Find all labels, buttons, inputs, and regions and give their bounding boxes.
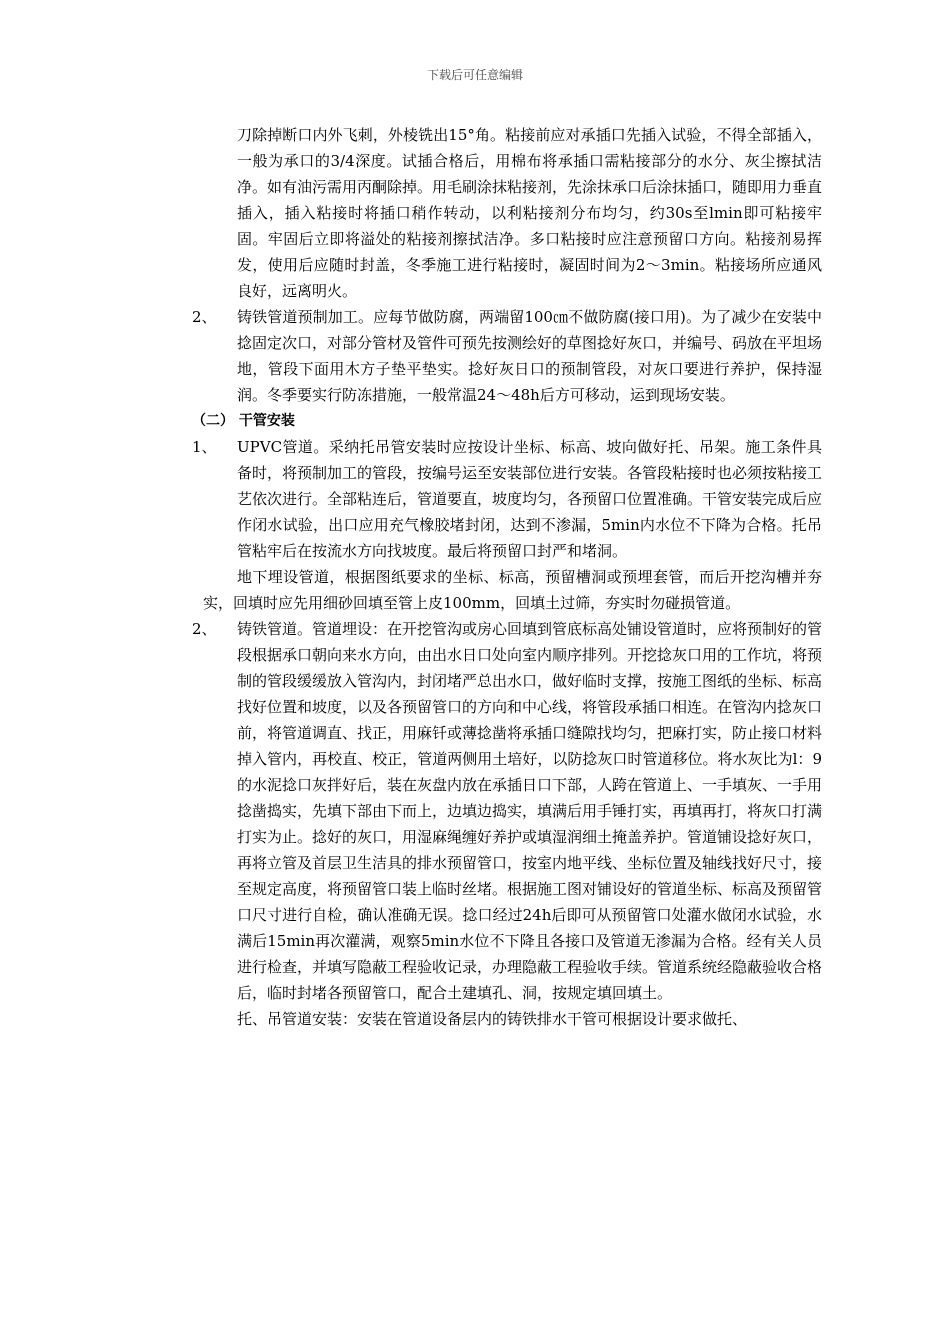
document-body: [192, 122, 822, 1032]
list-item-text: UPVC管道。采纳托吊管安装时应按设计坐标、标高、坡向做好托、吊架。施工条件具备时，将预制加工的管段，按编号运至安装部位进行安装。各管段粘接时也必须按粘接工艺依次进行。全部粘连后，管道要直，坡度均匀，各预留口位置准确。干管安装完成后应作闭水试验，出口应用充气橡胶堵封闭，达到不渗漏，5min内水位不下降为合格。托吊管粘牢后在按流水方向找坡度。最后将预留口封严和堵洞。: [237, 438, 823, 560]
list-item-2-cast-iron-prefab: [192, 304, 822, 408]
paragraph-continuation: 刀除掉断口内外飞刺，外棱铣出15°角。粘接前应对承插口先插入试验，不得全部插入，一般为承口的3/4深度。试插合格后，用棉布将承插口需粘接部分的水分、灰尘擦拭洁净。如有油污需用丙酮除掉。用毛刷涂抹粘接剂，先涂抹承口后涂抹插口，随即用力垂直插入，插入粘接时将插口稍作转动，以利粘接剂分布均匀，约30s至lmin即可粘接牢固。牢固后立即将溢处的粘接剂擦拭洁净。多口粘接时应注意预留口方向。粘接剂易挥发，使用后应随时封盖，冬季施工进行粘接时，凝固时间为2～3min。粘接场所应通风良好，远离明火。: [237, 126, 823, 300]
list-number: 2、: [192, 620, 217, 638]
list-item-2-cast-iron-pipe: [192, 616, 822, 1006]
page-header: 下载后可任意编辑: [426, 68, 523, 82]
paragraph-underground: 地下埋设管道，根据图纸要求的坐标、标高，预留槽洞或预埋套管，而后开挖沟槽并夯实，回填时应先用细砂回填至管上皮100mm，回填土过筛，夯实时勿碰损管道。: [203, 568, 822, 612]
list-item-text: 铸铁管道预制加工。应每节做防腐，两端留100㎝不做防腐(接口用)。为了减少在安装中捻固定次口，对部分管材及管件可预先按测绘好的草图捻好灰口，并编号、码放在平坦场地，管段下面用木方子垫平垫实。捻好灰日口的预制管段，对灰口要进行养护，保持湿润。冬季要实行防冻措施，一般常温24～48h后方可移动，运到现场安装。: [237, 308, 823, 404]
list-number: 2、: [192, 308, 217, 326]
paragraph-hanger-install: 托、吊管道安装：安装在管道设备层内的铸铁排水干管可根据设计要求做托、: [237, 1010, 748, 1028]
list-item-text: 铸铁管道。管道埋设：在开挖管沟或房心回填到管底标高处铺设管道时，应将预制好的管段根据承口朝向来水方向，由出水日口处向室内顺序排列。开挖捻灰口用的工作坑，将预制的管段缓缓放入管沟内，封闭堵严总出水口，做好临时支撑，按施工图纸的坐标、标高找好位置和坡度，以及各预留管口的方向和中心线，将管段承插口相连。在管沟内捻灰口前，将管道调直、找正，用麻钎或薄捻凿将承插口缝隙找均匀，把麻打实，防止接口材料掉入管内，再校直、校正，管道两侧用土培好，以防捻灰口时管道移位。将水灰比为l：9的水泥捻口灰拌好后，装在灰盘内放在承插日口下部，人跨在管道上、一手填灰、一手用捻凿捣实，先填下部由下而上，边填边捣实，填满后用手锤打实，再填再打，将灰口打满打实为止。捻好的灰口，用湿麻绳缠好养护或填湿润细土掩盖养护。管道铺设捻好灰口，再将立管及首层卫生洁具的排水预留管口，按室内地平线、坐标位置及轴线找好尺寸，接至规定高度，将预留管口装上临时丝堵。根据施工图对铺设好的管道坐标、标高及预留管口尺寸进行自检，确认准确无误。捻口经过24h后即可从预留管口处灌水做闭水试验，水满后15min再次灌满，观察5min水位不下降且各接口及管道无渗漏为合格。经有关人员进行检查，并填写隐蔽工程验收记录，办理隐蔽工程验收手续。管道系统经隐蔽验收合格后，临时封堵各预留管口，配合土建填孔、洞，按规定填回填土。: [237, 620, 823, 1002]
list-item-1-upvc: [192, 434, 822, 564]
list-number: 1、: [192, 438, 217, 456]
section-heading: （二） 干管安装: [192, 413, 295, 429]
